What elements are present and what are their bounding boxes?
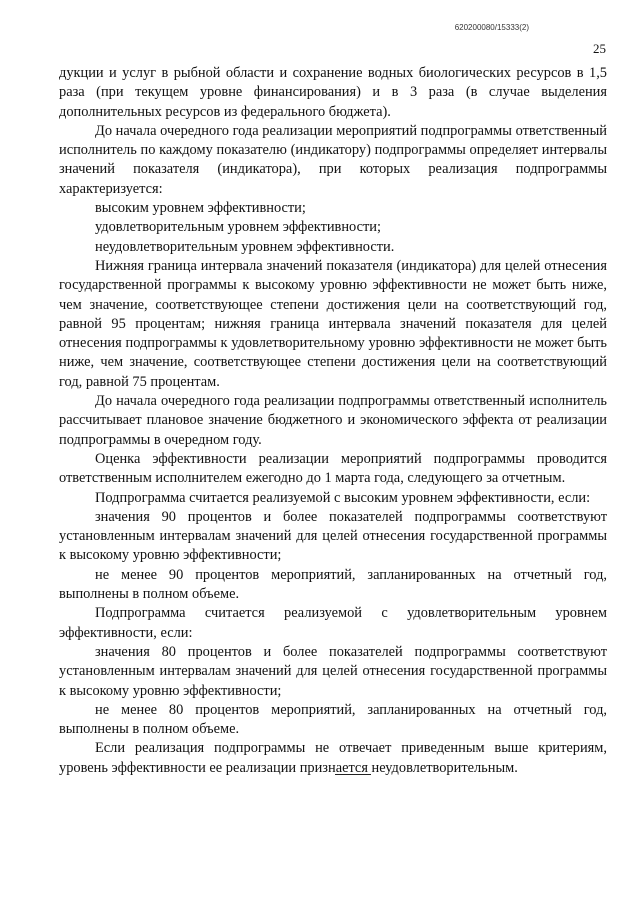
paragraph: значения 80 процентов и более показателей подпрограммы соответствуют установленным интервалам значений для целей отнесения государственной программы к высокому уровню эффективности; [59,643,607,699]
paragraph: До начала очередного года реализации мероприятий подпрограммы ответственный исполнитель по каждому показателю (индикатору) подпрограммы определяет интервалы значений показателя (индикатора), при которых реализация подпрограммы характеризуется: [59,122,607,197]
paragraph: До начала очередного года реализации подпрограммы ответственный исполнитель рассчитывает плановое значение бюджетного и экономического эффекта от реализации подпрограммы в очередном году. [59,393,607,448]
list-item: удовлетворительным уровнем эффективности; [95,219,381,236]
list-item: неудовлетворительным уровнем эффективности. [95,238,395,255]
paragraph: Оценка эффективности реализации мероприятий подпрограммы проводится ответственным исполнителем ежегодно до 1 марта года, следующего за отчетным. [59,450,607,487]
paragraph: не менее 80 процентов мероприятий, запланированных на отчетный год, выполнены в полном объеме. [59,701,607,738]
paragraph: не менее 90 процентов мероприятий, запланированных на отчетный год, выполнены в полном объеме. [59,566,607,603]
paragraph: дукции и услуг в рыбной области и сохранение водных биологических ресурсов в 1,5 раза (при текущем уровне финансирования) и в 3 раза (в случае выделения дополнительных ресурсов из федерального бюджета). [59,65,607,120]
paragraph: Если реализация подпрограммы не отвечает приведенным выше критериям, уровень эффективности ее реализации признается неудовлетворительным. [59,740,607,776]
document-code: 620200080/15333(2) [454,23,529,32]
document-body [59,64,607,778]
paragraph: Подпрограмма считается реализуемой с высоким уровнем эффективности, если: [95,489,591,506]
end-divider [335,774,371,775]
paragraph: Подпрограмма считается реализуемой с удовлетворительным уровнем эффективности, если: [59,605,607,641]
paragraph: Нижняя граница интервала значений показателя (индикатора) для целей отнесения государственной программы к высокому уровню эффективности не может быть ниже, чем значение, соответствующее степени достижения цели на соответствующий год, равной 95 процентам; нижняя граница интервала значений показателя для целей отнесения подпрограммы к удовлетворительному уровню эффективности не может быть ниже, чем значение, соответствующее степени достижения цели на соответствующий год, равной 75 процентам. [59,257,607,390]
page-number: 25 [593,41,606,56]
paragraph: значения 90 процентов и более показателей подпрограммы соответствуют установленным интервалам значений для целей отнесения государственной программы к высокому уровню эффективности; [59,508,607,564]
list-item: высоким уровнем эффективности; [95,200,306,217]
